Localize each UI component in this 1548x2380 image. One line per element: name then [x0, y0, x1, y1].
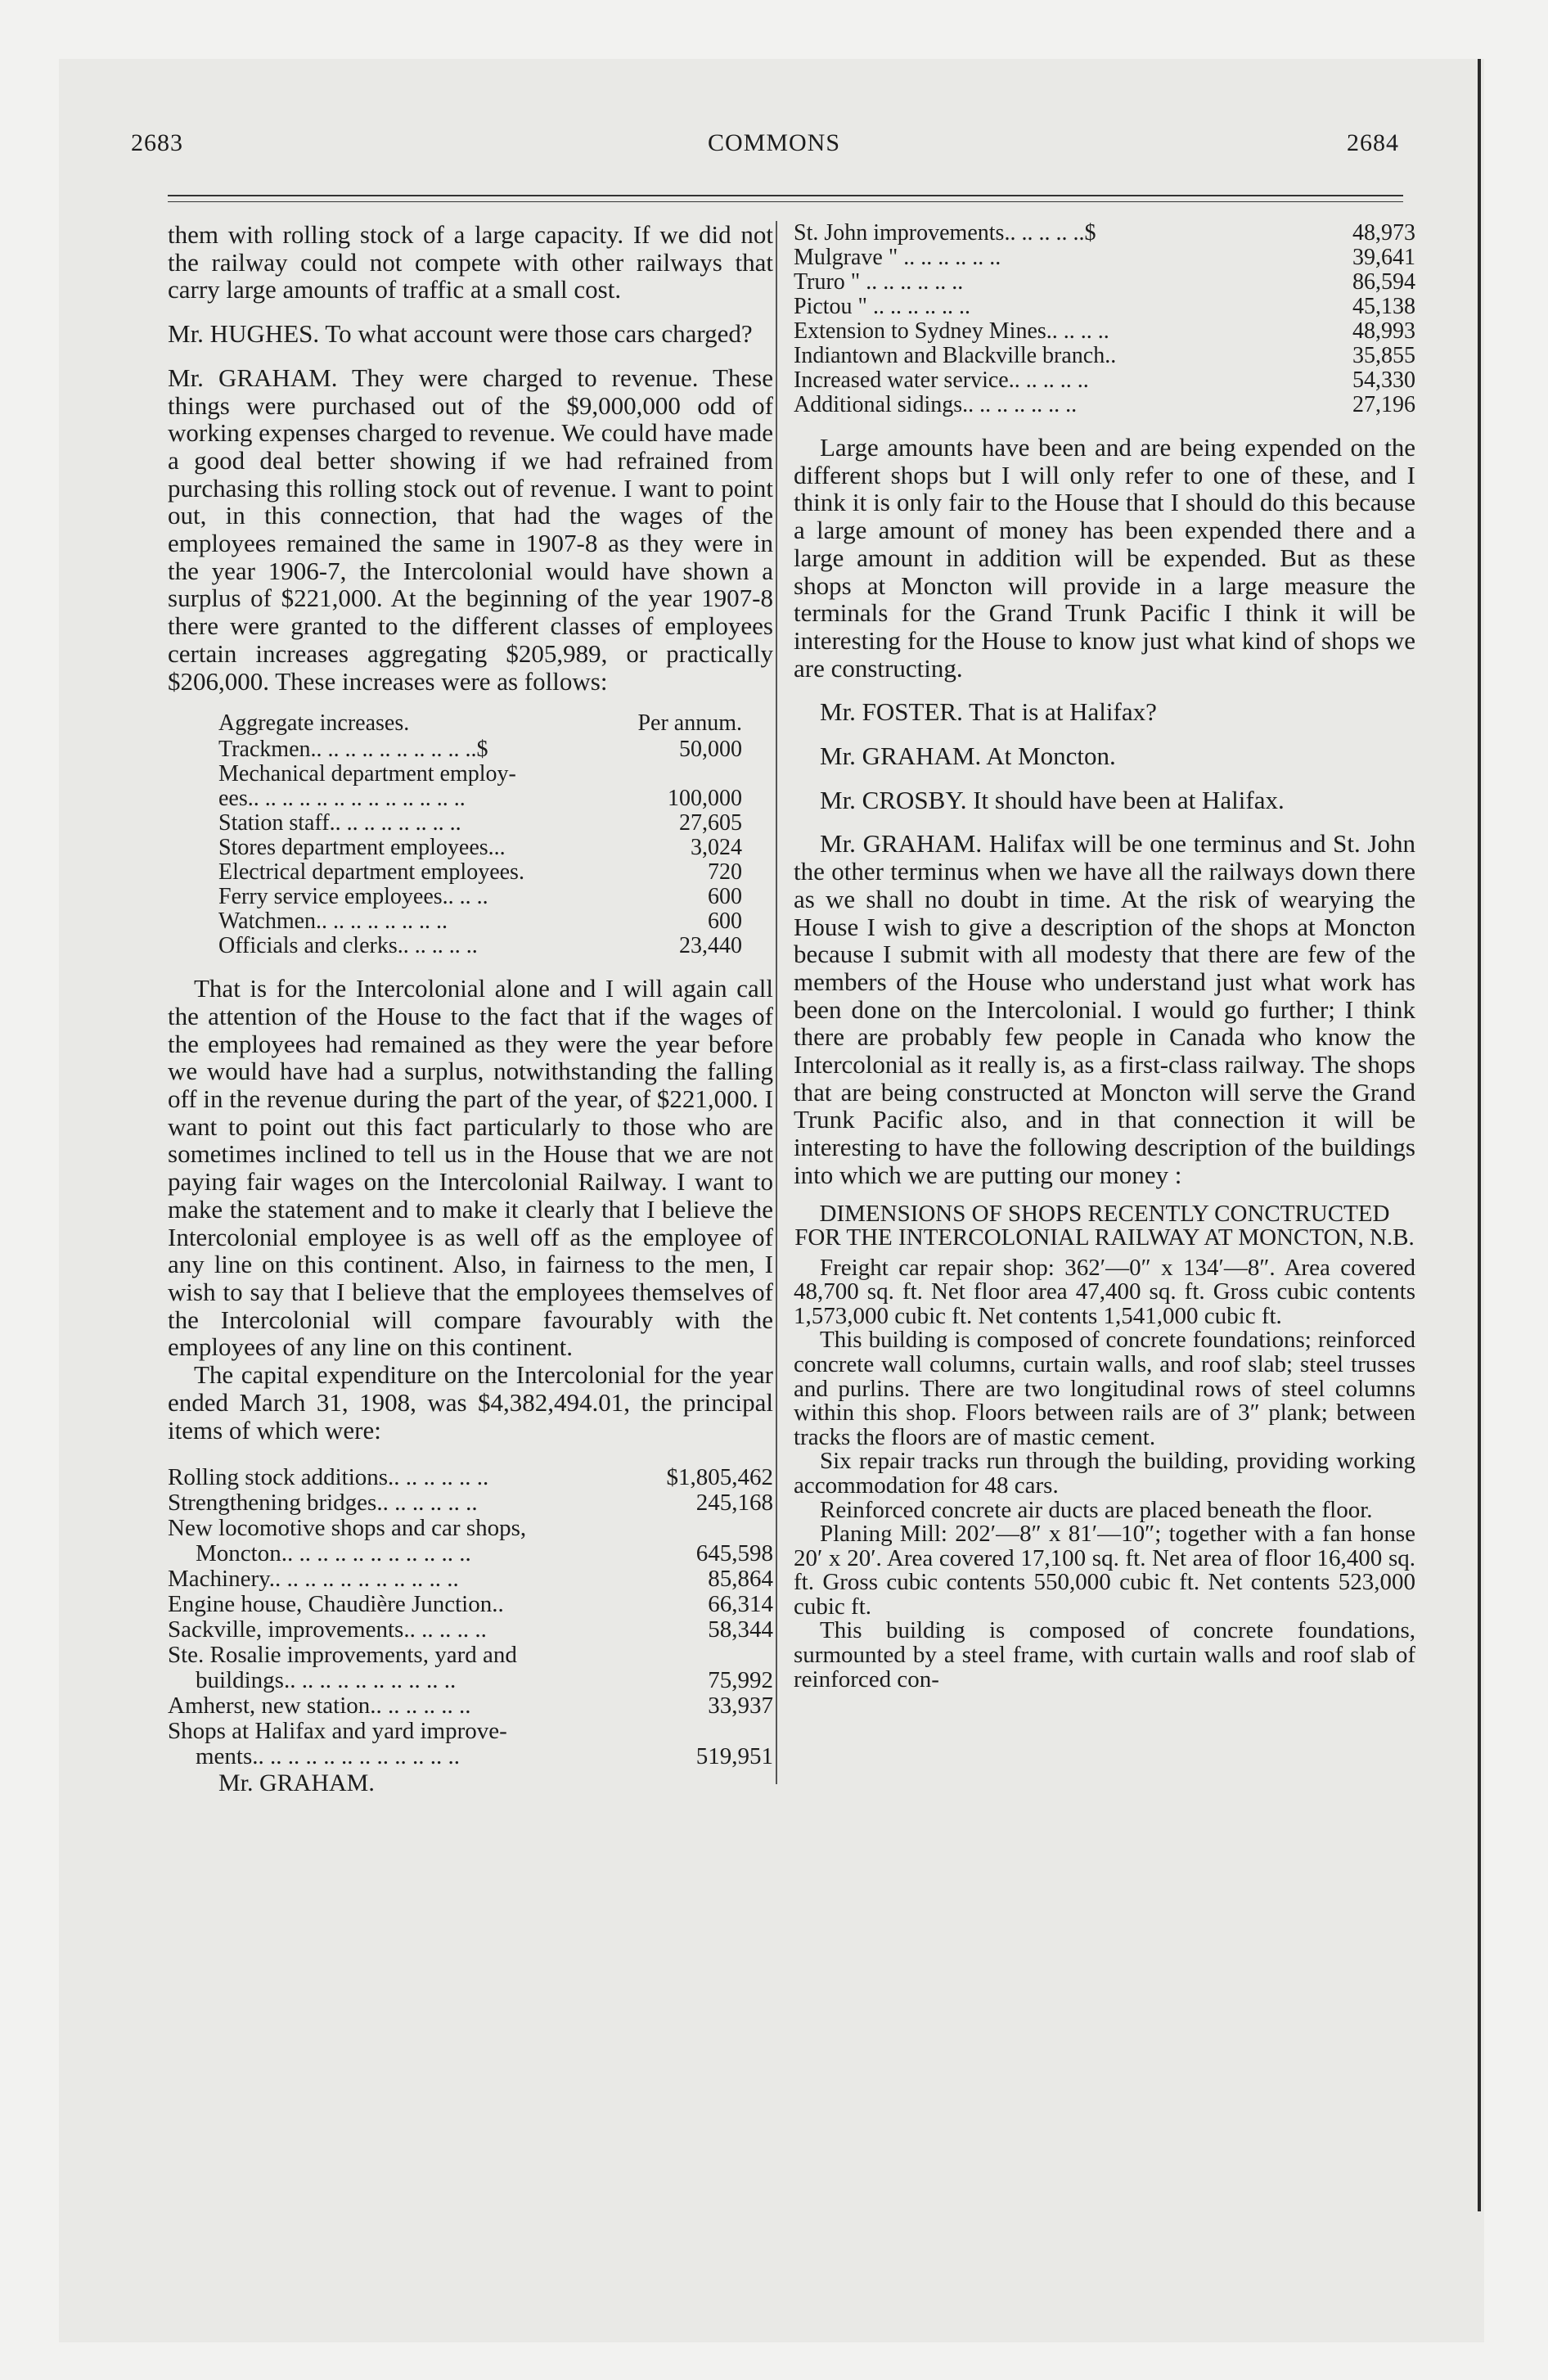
row-value: 75,992 [708, 1667, 773, 1694]
table-row [218, 762, 742, 787]
paragraph: That is for the Intercolonial alone and I will again call the attention of the House to the fact that if the wages of the employees had remained as they were the year before we would have had a surplus, notwithstanding the falling off in the revenue during the part of the year, of $221,000. I want to point out this fact particularly to those who are sometimes inclined to tell us in the House that we are not paying fair wages on the Intercolonial Railway. I want to make the statement and to make it clearly that I believe the Intercolonial employee is as well off as the employee of any line on this continent. Also, in fairness to the men, I wish to say that I believe that the employees themselves of the Intercolonial will compare favourably with the employees of any line on this continent. [168, 974, 773, 1362]
row-value: 519,951 [695, 1743, 773, 1770]
row-label: Trackmen.. .. .. .. .. .. .. .. .. ..$ [218, 737, 488, 763]
row-label: Mulgrave " .. .. .. .. .. .. [794, 246, 1001, 270]
increases-table-header [218, 711, 742, 736]
row-label: Truro " .. .. .. .. .. .. [794, 270, 964, 295]
row-value: 35,855 [1352, 343, 1415, 368]
table-row [168, 1719, 773, 1744]
table-row [168, 1668, 773, 1693]
paragraph: them with rolling stock of a large capacity. If we did not the railway could not compete with other railways that carry large amounts of traffic at a small cost. [168, 220, 773, 304]
dimensions-section [794, 1256, 1415, 1693]
row-label: Pictou " .. .. .. .. .. .. [794, 295, 970, 319]
section-heading: DIMENSIONS OF SHOPS RECENTLY CONCTRUCTED FOR THE INTERCOLONIAL RAILWAY AT MONCTON, N.B. [794, 1200, 1415, 1251]
speaker-paragraph: Mr. HUGHES. To what account were those cars charged? [168, 319, 753, 349]
row-value: $1,805,462 [666, 1464, 773, 1491]
table-row [218, 836, 742, 860]
row-label: Extension to Sydney Mines.. .. .. .. [794, 319, 1109, 344]
row-label: Strengthening bridges.. .. .. .. .. .. [168, 1490, 478, 1517]
row-label: Electrical department employees. [218, 860, 524, 886]
table-row [794, 344, 1415, 368]
table-row [794, 270, 1415, 295]
paragraph: This building is composed of concrete foundations; reinforced concrete wall columns, curtain walls, and roof slab; steel trusses and purlins. There are two longitudinal rows of steel columns within this shop. Floors between rails are of 3″ plank; between tracks the floors are of mastic cement. [794, 1327, 1415, 1450]
row-label: Rolling stock additions.. .. .. .. .. .. [168, 1465, 489, 1491]
row-value: 86,594 [1352, 269, 1415, 295]
row-value: 33,937 [708, 1693, 773, 1720]
row-value: 645,598 [695, 1540, 773, 1567]
right-column [794, 221, 1415, 1692]
table-row [794, 368, 1415, 393]
row-label: Officials and clerks.. .. .. .. .. [218, 934, 478, 959]
speaker-paragraph: Mr. GRAHAM. They were charged to revenue. These things were purchased out of the $9,000,000 odd of working expenses charged to revenue. We could have made a good deal better showing if we had refrained from purchasing this rolling stock out of revenue. I want to point out, in this connection, that had the wages of the employees remained the same in 1907-8 as they were in the year 1906-7, the Intercolonial would have shown a surplus of $221,000. At the beginning of the year 1907-8 there were granted to the different classes of employees certain increases aggregating $205,989, or practically $206,000. These increases were as follows: [168, 363, 773, 696]
row-label: Watchmen.. .. .. .. .. .. .. .. [218, 909, 448, 935]
improvements-table [794, 221, 1415, 417]
row-value: 720 [708, 859, 742, 886]
row-value: 27,196 [1352, 392, 1415, 417]
row-label: buildings.. .. .. .. .. .. .. .. .. .. [196, 1668, 457, 1694]
row-label: Moncton.. .. .. .. .. .. .. .. .. .. .. [196, 1541, 471, 1567]
left-column [168, 221, 773, 1797]
increases-header-left: Aggregate increases. [218, 710, 410, 737]
paragraph: The capital expenditure on the Intercolonial for the year ended March 31, 1908, was $4,382,494.01, the principal items of which were: [168, 1360, 773, 1445]
speaker-label: Mr. GRAHAM. [218, 1769, 375, 1797]
right-page-number: 2684 [1347, 129, 1399, 156]
row-label: Engine house, Chaudière Junction.. [168, 1592, 504, 1618]
row-label: Ferry service employees.. .. .. [218, 885, 488, 910]
table-row [218, 860, 742, 885]
paragraph: Planing Mill: 202′—8″ x 81′—10″; together with a fan honse 20′ x 20′. Area covered 17,100 sq. ft. Net area of floor 16,400 sq. ft. Gross cubic contents 550,000 cubic ft. Net contents 523,000 cubic ft. [794, 1521, 1415, 1620]
speaker-paragraph: Mr. FOSTER. That is at Halifax? [820, 697, 1157, 727]
table-row [218, 885, 742, 909]
increases-header-right: Per annum. [637, 710, 742, 737]
page-title: COMMONS [707, 129, 841, 156]
row-label: Amherst, new station.. .. .. .. .. .. [168, 1693, 471, 1720]
table-row [168, 1617, 773, 1643]
paragraph: Reinforced concrete air ducts are placed beneath the floor. [820, 1496, 1373, 1523]
speaker-paragraph: Mr. GRAHAM. Halifax will be one terminus and St. John the other terminus when we have all the railways down there as we shall no doubt in time. At the risk of wearying the House I wish to give a description of the shops at Moncton because I submit with all modesty that there are few of the members of the House who understand just what work has been done on the Intercolonial. I would go further; I think there are probably few people in Canada who know the Intercolonial as it really is, as a first-class railway. The shops that are being constructed at Moncton will serve the Grand Trunk Pacific also, and in that connection it will be interesting to have the following description of the buildings into which we are putting our money : [794, 829, 1415, 1189]
row-label: ments.. .. .. .. .. .. .. .. .. .. .. .. [196, 1744, 461, 1770]
header-rule [168, 195, 1403, 196]
row-label: ees.. .. .. .. .. .. .. .. .. .. .. .. .. [218, 787, 466, 812]
row-value: 66,314 [708, 1591, 773, 1618]
row-label: Station staff.. .. .. .. .. .. .. .. [218, 811, 461, 836]
row-label: Machinery.. .. .. .. .. .. .. .. .. .. .. [168, 1566, 459, 1593]
speaker-paragraph: Mr. CROSBY. It should have been at Halifax. [820, 785, 1285, 814]
row-label: Indiantown and Blackville branch.. [794, 344, 1117, 368]
capital-table [168, 1465, 773, 1769]
increases-table [218, 737, 742, 958]
table-row [218, 934, 742, 958]
table-row [218, 909, 742, 934]
row-value: 600 [708, 884, 742, 910]
table-row [218, 787, 742, 811]
row-value: 3,024 [691, 835, 742, 861]
paragraph: Freight car repair shop: 362′—0″ x 134′—8″. Area covered 48,700 sq. ft. Net floor area 47,400 sq. ft. Gross cubic contents 1,573,000 cubic ft. Net contents 1,541,000 cubic ft. [794, 1254, 1415, 1329]
page-edge-line [1478, 59, 1481, 2211]
row-value: 23,440 [679, 933, 742, 959]
table-row [168, 1541, 773, 1566]
column-divider [776, 221, 777, 1784]
row-label: Stores department employees... [218, 836, 506, 861]
row-label: Shops at Halifax and yard improve- [168, 1719, 507, 1745]
row-value: 245,168 [695, 1490, 773, 1517]
table-row [168, 1643, 773, 1668]
table-row [794, 295, 1415, 319]
table-row [168, 1465, 773, 1490]
paragraph: Large amounts have been and are being expended on the different shops but I will only refer to one of these, and I think it is only fair to the House that I should do this because a large amount of money has been expended there and a large amount in addition will be expended. But as these shops at Moncton will provide in a large measure the terminals for the Grand Trunk Pacific I think it will be interesting for the House to know just what kind of shops we are constructing. [794, 433, 1415, 683]
table-row [168, 1693, 773, 1719]
row-value: 50,000 [679, 737, 742, 763]
paragraph: This building is composed of concrete foundations, surmounted by a steel frame, with curtain walls and roof slab of reinforced con- [794, 1617, 1415, 1693]
row-value: 100,000 [668, 786, 742, 812]
row-label: New locomotive shops and car shops, [168, 1516, 527, 1542]
row-value: 27,605 [679, 810, 742, 836]
row-label: Ste. Rosalie improvements, yard and [168, 1643, 517, 1669]
row-value: 54,330 [1352, 367, 1415, 393]
table-row [218, 737, 742, 762]
table-row [794, 221, 1415, 246]
row-value: 600 [708, 908, 742, 935]
row-value: 48,973 [1352, 220, 1415, 246]
row-value: 85,864 [708, 1566, 773, 1593]
table-row [168, 1516, 773, 1541]
row-value: 48,993 [1352, 318, 1415, 344]
table-row [168, 1744, 773, 1769]
table-row [168, 1566, 773, 1592]
speaker-paragraph: Mr. GRAHAM. At Moncton. [820, 741, 1116, 771]
table-row [168, 1592, 773, 1617]
table-row [794, 246, 1415, 270]
row-label: St. John improvements.. .. .. .. ..$ [794, 221, 1096, 246]
row-value: 39,641 [1352, 245, 1415, 270]
table-row [168, 1490, 773, 1516]
row-value: 58,344 [708, 1616, 773, 1643]
paragraph: Six repair tracks run through the building, providing working accommodation for 48 cars. [794, 1448, 1415, 1499]
row-label: Mechanical department employ- [218, 762, 516, 787]
left-page-number: 2683 [131, 129, 183, 156]
row-label: Sackville, improvements.. .. .. .. .. [168, 1617, 487, 1643]
row-label: Increased water service.. .. .. .. .. [794, 368, 1089, 393]
table-row [794, 319, 1415, 344]
row-label: Additional sidings.. .. .. .. .. .. .. [794, 393, 1078, 417]
header-rule-secondary [168, 201, 1403, 202]
table-row [794, 393, 1415, 417]
table-row [218, 811, 742, 836]
row-value: 45,138 [1352, 294, 1415, 319]
